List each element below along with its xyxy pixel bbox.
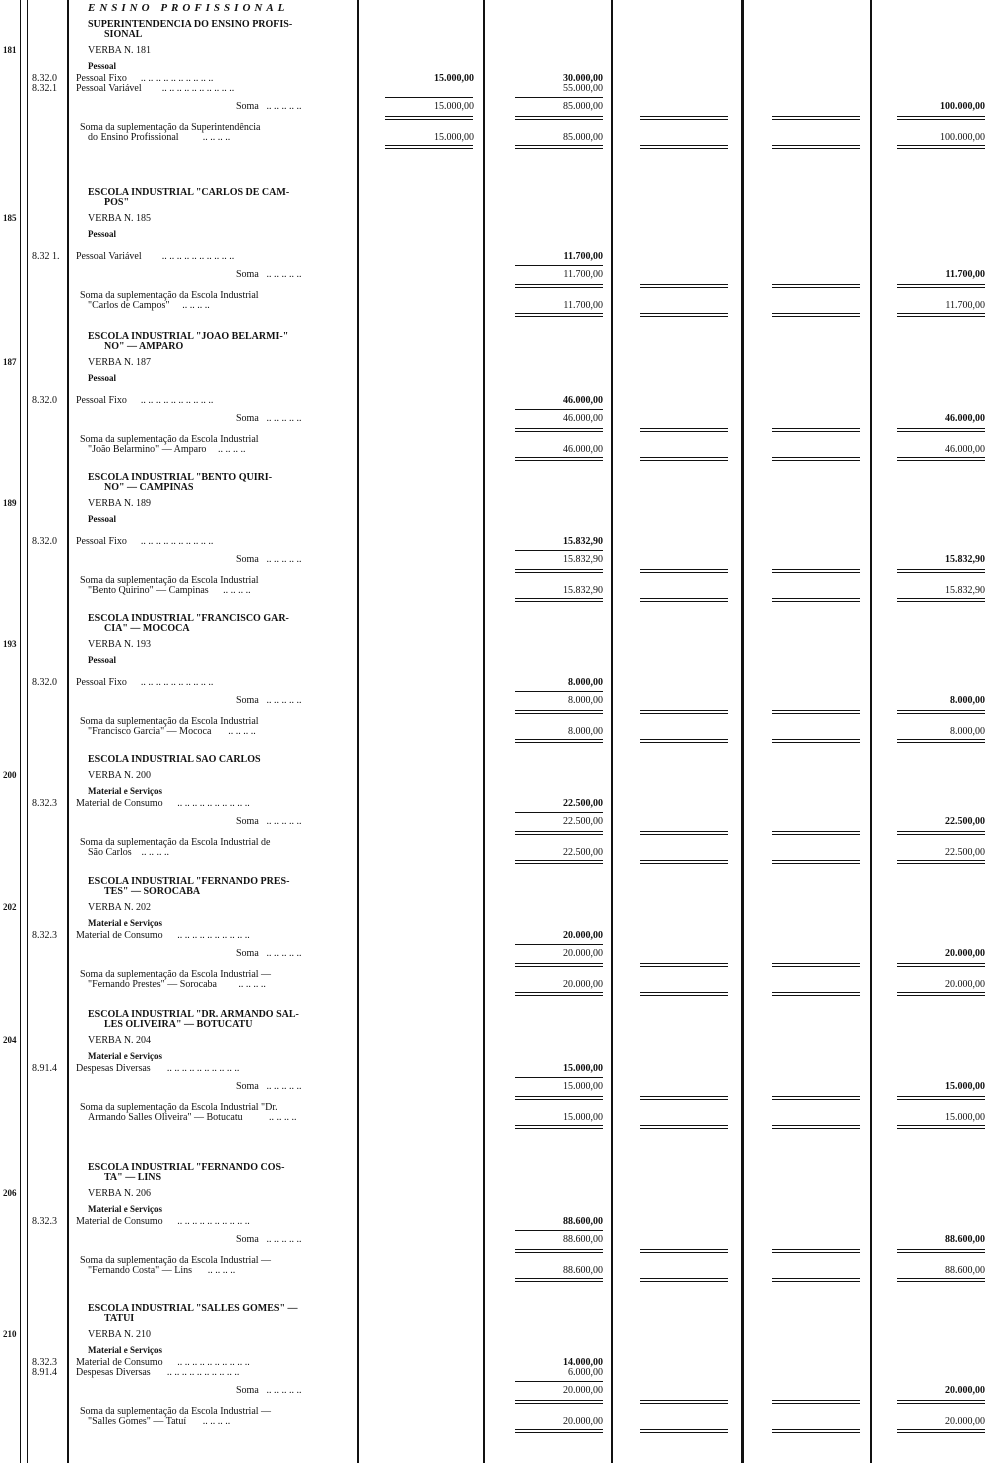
- rule-line: [515, 1278, 603, 1282]
- category-label: Pessoal: [88, 61, 116, 71]
- section-title: ESCOLA INDUSTRIAL "CARLOS DE CAM-: [88, 187, 290, 198]
- item-code: 8.32.3: [32, 930, 57, 941]
- rule-line: [897, 428, 985, 432]
- rule-line: [640, 569, 728, 573]
- leader-dots: .. .. .. .. ..: [264, 269, 302, 280]
- value-col2: 88.600,00: [563, 1216, 603, 1227]
- rule-line: [772, 457, 860, 461]
- total-col5: 15.000,00: [945, 1112, 985, 1123]
- rule-line: [640, 145, 728, 149]
- value-col2: 15.832,90: [563, 536, 603, 547]
- total-col5: 20.000,00: [945, 979, 985, 990]
- soma-label: Soma: [236, 816, 259, 827]
- rule-line: [515, 265, 603, 266]
- leader-dots: .. .. .. ..: [220, 585, 251, 596]
- total-label: Soma da suplementação da Escola Industrial: [80, 434, 259, 445]
- rule-line: [515, 963, 603, 967]
- item-code: 8.32.0: [32, 73, 57, 84]
- leader-dots: .. .. .. ..: [235, 979, 266, 990]
- item-label: Material de Consumo: [76, 798, 163, 809]
- leader-dots: .. .. .. ..: [139, 847, 169, 858]
- column-rule: [67, 0, 69, 1463]
- total-label: "Carlos de Campos": [88, 300, 170, 311]
- leader-dots: .. .. .. ..: [266, 1112, 297, 1123]
- item-code: 8.32.1: [32, 83, 57, 94]
- rule-line: [897, 1249, 985, 1253]
- rule-line: [640, 598, 728, 602]
- verba-label: VERBA N. 189: [88, 498, 152, 509]
- soma-col2: 11.700,00: [563, 269, 603, 280]
- total-label: Soma da suplementação da Escola Industrial "Dr.: [80, 1102, 278, 1113]
- leader-dots: .. .. .. .. .. .. .. .. .. ..: [174, 1357, 250, 1368]
- rule-line: [897, 963, 985, 967]
- leader-dots: .. .. .. ..: [200, 1416, 231, 1427]
- verba-label: VERBA N. 204: [88, 1035, 152, 1046]
- rule-line: [772, 1429, 860, 1433]
- value-col2: 11.700,00: [563, 251, 603, 262]
- soma-label: Soma: [236, 948, 259, 959]
- rule-line: [515, 710, 603, 714]
- total-col2: 85.000,00: [563, 132, 603, 143]
- value-col2: 20.000,00: [563, 930, 603, 941]
- rule-line: [640, 1125, 728, 1129]
- rule-line: [515, 1125, 603, 1129]
- value-col2: 46.000,00: [563, 395, 603, 406]
- soma-col5: 15.000,00: [945, 1081, 985, 1092]
- verba-number: 193: [3, 639, 17, 649]
- soma-label: Soma: [236, 101, 259, 112]
- soma-col5: 22.500,00: [945, 816, 985, 827]
- section-title: NO" — AMPARO: [104, 341, 184, 352]
- rule-line: [772, 598, 860, 602]
- rule-line: [515, 831, 603, 835]
- item-label: Pessoal Variável: [76, 83, 142, 94]
- total-col5: 100.000,00: [940, 132, 985, 143]
- rule-line: [515, 1096, 603, 1100]
- total-col2: 15.832,90: [563, 585, 603, 596]
- rule-line: [640, 860, 728, 864]
- soma-col5: 8.000,00: [950, 695, 985, 706]
- rule-line: [640, 457, 728, 461]
- total-col2: 11.700,00: [563, 300, 603, 311]
- rule-line: [515, 944, 603, 945]
- section-title: ESCOLA INDUSTRIAL "BENTO QUIRI-: [88, 472, 273, 483]
- soma-label: Soma: [236, 695, 259, 706]
- rule-line: [772, 569, 860, 573]
- rule-line: [515, 691, 603, 692]
- section-title: ESCOLA INDUSTRIAL "FERNANDO PRES-: [88, 876, 290, 887]
- total-col5: 22.500,00: [945, 847, 985, 858]
- leader-dots: .. .. .. ..: [179, 300, 210, 311]
- soma-col5: 100.000,00: [940, 101, 985, 112]
- rule-line: [772, 992, 860, 996]
- section-title: ESCOLA INDUSTRIAL "DR. ARMANDO SAL-: [88, 1009, 299, 1020]
- value-col2: 55.000,00: [563, 83, 603, 94]
- rule-line: [897, 116, 985, 120]
- soma-label: Soma: [236, 269, 259, 280]
- rule-line: [515, 284, 603, 288]
- total-label: "Fernando Prestes" — Sorocaba: [88, 979, 217, 990]
- total-label: "Salles Gomes" — Tatuí: [88, 1416, 187, 1427]
- soma-col2: 15.832,90: [563, 554, 603, 565]
- soma-label: Soma: [236, 413, 259, 424]
- category-label: Material e Serviços: [88, 1204, 162, 1214]
- rule-line: [897, 1278, 985, 1282]
- value-col1: 15.000,00: [434, 73, 474, 84]
- leader-dots: .. .. .. ..: [205, 1265, 236, 1276]
- rule-line: [897, 739, 985, 743]
- category-label: Pessoal: [88, 229, 116, 239]
- rule-line: [515, 860, 603, 864]
- section-title: LES OLIVEIRA" — BOTUCATU: [104, 1019, 253, 1030]
- section-title: ESCOLA INDUSTRIAL "JOAO BELARMI-": [88, 331, 289, 342]
- rule-line: [772, 739, 860, 743]
- soma-label: Soma: [236, 1081, 259, 1092]
- item-label: Pessoal Fixo: [76, 677, 127, 688]
- leader-dots: .. .. .. .. .. .. .. .. .. ..: [174, 930, 250, 941]
- total-label: Soma da suplementação da Escola Industrial: [80, 290, 259, 301]
- item-label: Despesas Diversas: [76, 1063, 151, 1074]
- total-col2: 88.600,00: [563, 1265, 603, 1276]
- item-code: 8.32.0: [32, 677, 57, 688]
- leader-dots: .. .. .. .. .. .. .. .. .. ..: [159, 83, 235, 94]
- total-col5: 8.000,00: [950, 726, 985, 737]
- item-label: Pessoal Fixo: [76, 73, 127, 84]
- rule-line: [640, 1249, 728, 1253]
- total-col2: 20.000,00: [563, 1416, 603, 1427]
- item-code: 8.32.0: [32, 536, 57, 547]
- rule-line: [640, 1429, 728, 1433]
- rule-line: [772, 284, 860, 288]
- verba-number: 185: [3, 213, 17, 223]
- leader-dots: .. .. .. ..: [225, 726, 256, 737]
- rule-line: [897, 831, 985, 835]
- soma-col5: 46.000,00: [945, 413, 985, 424]
- rule-line: [897, 145, 985, 149]
- total-label: do Ensino Profissional: [88, 132, 179, 143]
- verba-number: 189: [3, 498, 17, 508]
- rule-line: [640, 1400, 728, 1404]
- verba-number: 204: [3, 1035, 17, 1045]
- total-col5: 20.000,00: [945, 1416, 985, 1427]
- rule-line: [515, 1429, 603, 1433]
- leader-dots: .. .. .. .. ..: [264, 948, 302, 959]
- rule-line: [640, 739, 728, 743]
- category-label: Material e Serviços: [88, 1051, 162, 1061]
- section-title: NO" — CAMPINAS: [104, 482, 194, 493]
- total-label: São Carlos: [88, 847, 132, 858]
- column-rule: [870, 0, 872, 1463]
- rule-line: [515, 1381, 603, 1382]
- rule-line: [515, 116, 603, 120]
- item-label: Pessoal Fixo: [76, 536, 127, 547]
- category-label: Pessoal: [88, 655, 116, 665]
- section-title: TATUI: [104, 1313, 135, 1324]
- leader-dots: .. .. .. .. ..: [264, 1081, 302, 1092]
- value-col2: 6.000,00: [568, 1367, 603, 1378]
- value-col2: 22.500,00: [563, 798, 603, 809]
- rule-line: [897, 1125, 985, 1129]
- value-col2: 30.000,00: [563, 73, 603, 84]
- rule-line: [897, 313, 985, 317]
- rule-line: [772, 963, 860, 967]
- rule-line: [772, 860, 860, 864]
- verba-number: 200: [3, 770, 17, 780]
- total-label: Soma da suplementação da Escola Industrial —: [80, 1255, 272, 1266]
- total-label: "Fernando Costa" — Lins: [88, 1265, 192, 1276]
- value-col2: 14.000,00: [563, 1357, 603, 1368]
- leader-dots: .. .. .. .. ..: [264, 101, 302, 112]
- total-col5: 88.600,00: [945, 1265, 985, 1276]
- section-title: ESCOLA INDUSTRIAL SAO CARLOS: [88, 754, 261, 765]
- total-label: Soma da suplementação da Escola Industrial —: [80, 969, 272, 980]
- rule-line: [772, 1096, 860, 1100]
- leader-dots: .. .. .. ..: [215, 444, 246, 455]
- verba-number: 181: [3, 45, 17, 55]
- column-rule: [483, 0, 485, 1463]
- rule-line: [897, 992, 985, 996]
- section-title: SIONAL: [104, 29, 143, 40]
- soma-col2: 8.000,00: [568, 695, 603, 706]
- leader-dots: .. .. .. .. ..: [264, 1385, 302, 1396]
- rule-line: [515, 97, 603, 98]
- rule-line: [640, 992, 728, 996]
- leader-dots: .. .. .. .. ..: [264, 413, 302, 424]
- verba-label: VERBA N. 202: [88, 902, 152, 913]
- rule-line: [897, 284, 985, 288]
- leader-dots: .. .. .. .. .. .. .. .. .. ..: [138, 677, 214, 688]
- leader-dots: .. .. .. .. ..: [264, 695, 302, 706]
- column-rule: [357, 0, 359, 1463]
- rule-line: [515, 145, 603, 149]
- verba-label: VERBA N. 210: [88, 1329, 152, 1340]
- section-title: ESCOLA INDUSTRIAL "FERNANDO COS-: [88, 1162, 285, 1173]
- rule-line: [772, 1278, 860, 1282]
- leader-dots: .. .. .. .. ..: [264, 816, 302, 827]
- rule-line: [897, 598, 985, 602]
- rule-line: [515, 992, 603, 996]
- rule-line: [772, 145, 860, 149]
- rule-line: [515, 1077, 603, 1078]
- item-code: 8.32 1.: [32, 251, 60, 262]
- rule-line: [640, 313, 728, 317]
- section-title: ESCOLA INDUSTRIAL "FRANCISCO GAR-: [88, 613, 289, 624]
- soma-label: Soma: [236, 554, 259, 565]
- rule-line: [515, 409, 603, 410]
- item-label: Material de Consumo: [76, 930, 163, 941]
- total-label: Soma da suplementação da Escola Industrial: [80, 716, 259, 727]
- soma-col2: 85.000,00: [563, 101, 603, 112]
- total-label: "Francisco Garcia" — Mococa: [88, 726, 212, 737]
- rule-line: [897, 1429, 985, 1433]
- rule-line: [640, 710, 728, 714]
- value-col2: 15.000,00: [563, 1063, 603, 1074]
- rule-line: [640, 1096, 728, 1100]
- item-label: Despesas Diversas: [76, 1367, 151, 1378]
- leader-dots: .. .. .. .. .. .. .. .. .. ..: [174, 1216, 250, 1227]
- item-label: Material de Consumo: [76, 1216, 163, 1227]
- item-code: 8.32.3: [32, 798, 57, 809]
- leader-dots: .. .. .. .. .. .. .. .. .. ..: [174, 798, 250, 809]
- total-label: Soma da suplementação da Superintendência: [80, 122, 261, 133]
- rule-line: [515, 428, 603, 432]
- category-label: Material e Serviços: [88, 786, 162, 796]
- soma-col2: 20.000,00: [563, 948, 603, 959]
- leader-dots: .. .. .. .. ..: [264, 1234, 302, 1245]
- rule-line: [772, 710, 860, 714]
- rule-line: [515, 812, 603, 813]
- item-code: 8.91.4: [32, 1367, 57, 1378]
- verba-label: VERBA N. 200: [88, 770, 152, 781]
- item-label: Material de Consumo: [76, 1357, 163, 1368]
- total-col5: 11.700,00: [945, 300, 985, 311]
- category-label: Material e Serviços: [88, 918, 162, 928]
- soma-col5: 15.832,90: [945, 554, 985, 565]
- verba-number: 206: [3, 1188, 17, 1198]
- item-code: 8.32.3: [32, 1357, 57, 1368]
- rule-line: [385, 97, 473, 98]
- leader-dots: .. .. .. ..: [200, 132, 231, 143]
- rule-line: [515, 457, 603, 461]
- verba-number: 210: [3, 1329, 17, 1339]
- total-col1: 15.000,00: [434, 132, 474, 143]
- soma-col5: 20.000,00: [945, 1385, 985, 1396]
- leader-dots: .. .. .. .. ..: [264, 554, 302, 565]
- total-label: Soma da suplementação da Escola Industrial: [80, 575, 259, 586]
- rule-line: [640, 831, 728, 835]
- soma-col2: 88.600,00: [563, 1234, 603, 1245]
- rule-line: [515, 1249, 603, 1253]
- column-rule: [741, 0, 744, 1463]
- soma-col2: 15.000,00: [563, 1081, 603, 1092]
- soma-col2: 46.000,00: [563, 413, 603, 424]
- verba-label: VERBA N. 187: [88, 357, 152, 368]
- category-label: Material e Serviços: [88, 1345, 162, 1355]
- total-col2: 15.000,00: [563, 1112, 603, 1123]
- rule-line: [640, 284, 728, 288]
- total-label: Armando Salles Oliveira" — Botucatu: [88, 1112, 243, 1123]
- total-label: "Bento Quirino" — Campinas: [88, 585, 209, 596]
- rule-line: [515, 550, 603, 551]
- category-label: Pessoal: [88, 514, 116, 524]
- rule-line: [772, 831, 860, 835]
- rule-line: [772, 1249, 860, 1253]
- verba-label: VERBA N. 206: [88, 1188, 152, 1199]
- rule-line: [897, 1400, 985, 1404]
- rule-line: [897, 710, 985, 714]
- total-col5: 46.000,00: [945, 444, 985, 455]
- value-col2: 8.000,00: [568, 677, 603, 688]
- rule-line: [772, 1125, 860, 1129]
- item-label: Pessoal Fixo: [76, 395, 127, 406]
- total-col2: 46.000,00: [563, 444, 603, 455]
- section-title: ESCOLA INDUSTRIAL "SALLES GOMES" —: [88, 1303, 298, 1314]
- verba-number: 202: [3, 902, 17, 912]
- soma-col1: 15.000,00: [434, 101, 474, 112]
- soma-col5: 11.700,00: [945, 269, 985, 280]
- section-title: SUPERINTENDENCIA DO ENSINO PROFIS-: [88, 19, 293, 30]
- soma-label: Soma: [236, 1234, 259, 1245]
- section-title: TA" — LINS: [104, 1172, 162, 1183]
- rule-line: [515, 739, 603, 743]
- rule-line: [640, 1278, 728, 1282]
- column-rule: [20, 0, 21, 1463]
- column-rule: [27, 0, 28, 1463]
- rule-line: [515, 569, 603, 573]
- item-label: Pessoal Variável: [76, 251, 142, 262]
- rule-line: [772, 428, 860, 432]
- verba-label: VERBA N. 193: [88, 639, 152, 650]
- total-label: Soma da suplementação da Escola Industrial —: [80, 1406, 272, 1417]
- verba-label: VERBA N. 185: [88, 213, 152, 224]
- total-col5: 15.832,90: [945, 585, 985, 596]
- rule-line: [772, 1400, 860, 1404]
- category-label: Pessoal: [88, 373, 116, 383]
- rule-line: [385, 116, 473, 120]
- rule-line: [640, 116, 728, 120]
- rule-line: [772, 313, 860, 317]
- leader-dots: .. .. .. .. .. .. .. .. .. ..: [159, 251, 235, 262]
- soma-col2: 22.500,00: [563, 816, 603, 827]
- section-title: POS": [104, 197, 129, 208]
- verba-number: 187: [3, 357, 17, 367]
- rule-line: [772, 116, 860, 120]
- item-code: 8.91.4: [32, 1063, 57, 1074]
- verba-label: VERBA N. 181: [88, 45, 152, 56]
- rule-line: [640, 963, 728, 967]
- soma-col2: 20.000,00: [563, 1385, 603, 1396]
- rule-line: [640, 428, 728, 432]
- section-title: TES" — SOROCABA: [104, 886, 201, 897]
- total-label: "João Belarmino" — Amparo: [88, 444, 207, 455]
- rule-line: [385, 145, 473, 149]
- leader-dots: .. .. .. .. .. .. .. .. .. ..: [164, 1367, 240, 1378]
- leader-dots: .. .. .. .. .. .. .. .. .. ..: [138, 395, 214, 406]
- section-title: CIA" — MOCOCA: [104, 623, 190, 634]
- soma-label: Soma: [236, 1385, 259, 1396]
- item-code: 8.32.3: [32, 1216, 57, 1227]
- soma-col5: 20.000,00: [945, 948, 985, 959]
- rule-line: [897, 860, 985, 864]
- rule-line: [515, 313, 603, 317]
- rule-line: [897, 569, 985, 573]
- total-col2: 22.500,00: [563, 847, 603, 858]
- page-header: ENSINO PROFISSIONAL: [88, 2, 289, 14]
- rule-line: [515, 598, 603, 602]
- total-col2: 8.000,00: [568, 726, 603, 737]
- item-code: 8.32.0: [32, 395, 57, 406]
- rule-line: [897, 1096, 985, 1100]
- rule-line: [515, 1400, 603, 1404]
- leader-dots: .. .. .. .. .. .. .. .. .. ..: [164, 1063, 240, 1074]
- column-rule: [611, 0, 613, 1463]
- soma-col5: 88.600,00: [945, 1234, 985, 1245]
- total-label: Soma da suplementação da Escola Industrial de: [80, 837, 271, 848]
- rule-line: [515, 1230, 603, 1231]
- leader-dots: .. .. .. .. .. .. .. .. .. ..: [138, 73, 214, 84]
- leader-dots: .. .. .. .. .. .. .. .. .. ..: [138, 536, 214, 547]
- total-col2: 20.000,00: [563, 979, 603, 990]
- rule-line: [897, 457, 985, 461]
